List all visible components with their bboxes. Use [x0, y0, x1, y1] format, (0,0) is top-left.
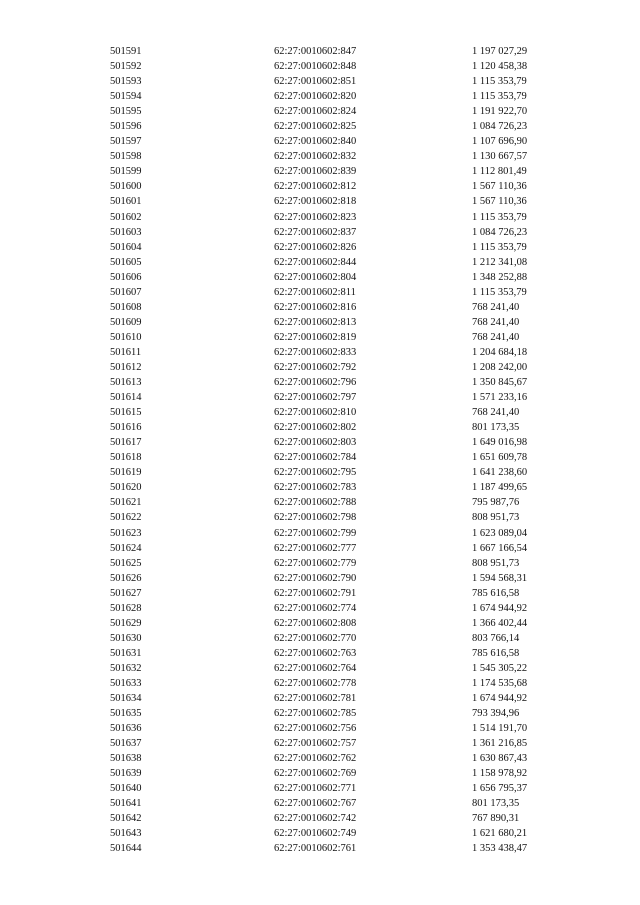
row-number: 501620 — [110, 482, 142, 494]
cadastral-value: 1 674 944,92 — [472, 602, 528, 614]
row-number: 501621 — [110, 497, 142, 509]
table-row — [110, 59, 550, 74]
row-number: 501613 — [110, 377, 142, 389]
cadastral-number: 62:27:0010602:808 — [274, 617, 357, 629]
cadastral-value: 785 616,58 — [472, 647, 520, 659]
table-row — [110, 134, 550, 149]
table-row — [110, 646, 550, 661]
row-number: 501607 — [110, 286, 142, 298]
table-row — [110, 315, 550, 330]
table-row — [110, 736, 550, 751]
row-number: 501592 — [110, 61, 142, 73]
cadastral-number: 62:27:0010602:792 — [274, 361, 357, 373]
cadastral-value: 768 241,40 — [472, 331, 520, 343]
row-number: 501618 — [110, 452, 142, 464]
row-number: 501591 — [110, 46, 142, 57]
table-row — [110, 435, 550, 450]
cadastral-number: 62:27:0010602:761 — [274, 843, 357, 855]
table-row — [110, 345, 550, 360]
row-number: 501599 — [110, 166, 142, 178]
table-row — [110, 826, 550, 841]
row-number: 501638 — [110, 753, 142, 765]
table-row — [110, 541, 550, 556]
cadastral-value: 1 641 238,60 — [472, 467, 528, 479]
row-number: 501605 — [110, 256, 142, 268]
row-number: 501626 — [110, 572, 142, 584]
row-number: 501603 — [110, 226, 142, 238]
row-number: 501594 — [110, 91, 142, 103]
row-number: 501628 — [110, 602, 142, 614]
row-number: 501619 — [110, 467, 142, 479]
cadastral-value: 803 766,14 — [472, 632, 520, 644]
cadastral-number: 62:27:0010602:851 — [274, 76, 357, 88]
table-row — [110, 601, 550, 616]
cadastral-value: 1 514 191,70 — [472, 723, 528, 735]
row-number: 501633 — [110, 677, 142, 689]
row-number: 501625 — [110, 557, 142, 569]
cadastral-value: 1 204 684,18 — [472, 346, 528, 358]
row-number: 501615 — [110, 407, 142, 419]
cadastral-number: 62:27:0010602:788 — [274, 497, 357, 509]
cadastral-number: 62:27:0010602:778 — [274, 677, 357, 689]
cadastral-number: 62:27:0010602:791 — [274, 587, 357, 599]
row-number: 501629 — [110, 617, 142, 629]
row-number: 501600 — [110, 181, 142, 193]
row-number: 501610 — [110, 331, 142, 343]
table-row — [110, 390, 550, 405]
cadastral-value: 1 623 089,04 — [472, 527, 528, 539]
cadastral-number: 62:27:0010602:799 — [274, 527, 357, 539]
table-row — [110, 270, 550, 285]
cadastral-number: 62:27:0010602:840 — [274, 136, 357, 148]
cadastral-number: 62:27:0010602:847 — [274, 46, 357, 57]
cadastral-value: 1 115 353,79 — [472, 286, 527, 298]
cadastral-value: 1 084 726,23 — [472, 226, 528, 238]
cadastral-value: 1 667 166,54 — [472, 542, 528, 554]
cadastral-number: 62:27:0010602:820 — [274, 91, 357, 103]
row-number: 501593 — [110, 76, 142, 88]
cadastral-value: 767 890,31 — [472, 813, 520, 825]
cadastral-number: 62:27:0010602:839 — [274, 166, 357, 178]
cadastral-value: 801 173,35 — [472, 798, 520, 810]
cadastral-value: 1 197 027,29 — [472, 46, 528, 57]
cadastral-value: 1 348 252,88 — [472, 271, 528, 283]
cadastral-value: 1 594 568,31 — [472, 572, 528, 584]
cadastral-value: 1 187 499,65 — [472, 482, 528, 494]
cadastral-number: 62:27:0010602:804 — [274, 271, 357, 283]
row-number: 501612 — [110, 361, 142, 373]
row-number: 501617 — [110, 437, 142, 449]
table-row — [110, 510, 550, 525]
cadastral-number: 62:27:0010602:777 — [274, 542, 357, 554]
cadastral-value: 1 208 242,00 — [472, 361, 528, 373]
table-row — [110, 480, 550, 495]
cadastral-value: 808 951,73 — [472, 557, 520, 569]
cadastral-number: 62:27:0010602:763 — [274, 647, 357, 659]
table-row — [110, 375, 550, 390]
cadastral-value: 1 350 845,67 — [472, 377, 528, 389]
table-row — [110, 149, 550, 164]
cadastral-value: 768 241,40 — [472, 316, 520, 328]
cadastral-value: 1 630 867,43 — [472, 753, 528, 765]
row-number: 501632 — [110, 662, 142, 674]
row-number: 501614 — [110, 392, 142, 404]
table-row — [110, 495, 550, 510]
row-number: 501639 — [110, 768, 142, 780]
cadastral-value: 1 674 944,92 — [472, 693, 528, 705]
table-row — [110, 691, 550, 706]
cadastral-number: 62:27:0010602:798 — [274, 512, 357, 524]
cadastral-number: 62:27:0010602:819 — [274, 331, 357, 343]
cadastral-value: 1 115 353,79 — [472, 241, 527, 253]
table-row — [110, 766, 550, 781]
table-row — [110, 661, 550, 676]
table-row — [110, 255, 550, 270]
cadastral-value: 785 616,58 — [472, 587, 520, 599]
row-number: 501598 — [110, 151, 142, 163]
table-row — [110, 721, 550, 736]
cadastral-number: 62:27:0010602:781 — [274, 693, 357, 705]
row-number: 501630 — [110, 632, 142, 644]
cadastral-number: 62:27:0010602:785 — [274, 708, 357, 720]
cadastral-value: 1 115 353,79 — [472, 76, 527, 88]
row-number: 501642 — [110, 813, 142, 825]
row-number: 501634 — [110, 693, 142, 705]
table-row — [110, 300, 550, 315]
row-number: 501597 — [110, 136, 142, 148]
table-row — [110, 330, 550, 345]
table-row — [110, 781, 550, 796]
row-number: 501644 — [110, 843, 142, 855]
cadastral-value: 1 130 667,57 — [472, 151, 528, 163]
table-row — [110, 811, 550, 826]
cadastral-number: 62:27:0010602:779 — [274, 557, 357, 569]
row-number: 501622 — [110, 512, 142, 524]
cadastral-value: 1 115 353,79 — [472, 211, 527, 223]
table-row — [110, 420, 550, 435]
cadastral-number: 62:27:0010602:770 — [274, 632, 357, 644]
row-number: 501636 — [110, 723, 142, 735]
cadastral-number: 62:27:0010602:784 — [274, 452, 357, 464]
row-number: 501637 — [110, 738, 142, 750]
cadastral-number: 62:27:0010602:764 — [274, 662, 357, 674]
table-row — [110, 465, 550, 480]
table-row — [110, 44, 550, 59]
cadastral-value: 768 241,40 — [472, 301, 520, 313]
cadastral-number: 62:27:0010602:769 — [274, 768, 357, 780]
row-number: 501631 — [110, 647, 142, 659]
table-row — [110, 751, 550, 766]
cadastral-number: 62:27:0010602:795 — [274, 467, 357, 479]
row-number: 501640 — [110, 783, 142, 795]
cadastral-value: 808 951,73 — [472, 512, 520, 524]
cadastral-number: 62:27:0010602:844 — [274, 256, 357, 268]
cadastral-number: 62:27:0010602:742 — [274, 813, 357, 825]
row-number: 501627 — [110, 587, 142, 599]
cadastral-value: 1 571 233,16 — [472, 392, 528, 404]
row-number: 501604 — [110, 241, 142, 253]
table-row — [110, 164, 550, 179]
table-row — [110, 210, 550, 225]
table-row — [110, 405, 550, 420]
cadastral-number: 62:27:0010602:757 — [274, 738, 357, 750]
cadastral-number: 62:27:0010602:818 — [274, 196, 357, 208]
cadastral-number: 62:27:0010602:771 — [274, 783, 357, 795]
table-row — [110, 631, 550, 646]
cadastral-value: 1 621 680,21 — [472, 828, 528, 840]
cadastral-number: 62:27:0010602:810 — [274, 407, 357, 419]
cadastral-number: 62:27:0010602:802 — [274, 422, 357, 434]
cadastral-value: 1 191 922,70 — [472, 106, 528, 118]
cadastral-number: 62:27:0010602:767 — [274, 798, 357, 810]
cadastral-value: 1 649 016,98 — [472, 437, 528, 449]
table-row — [110, 676, 550, 691]
cadastral-value: 1 656 795,37 — [472, 783, 528, 795]
cadastral-value-table — [110, 44, 550, 857]
cadastral-value: 1 567 110,36 — [472, 181, 527, 193]
cadastral-number: 62:27:0010602:848 — [274, 61, 357, 73]
table-row — [110, 179, 550, 194]
table-row — [110, 104, 550, 119]
cadastral-number: 62:27:0010602:837 — [274, 226, 357, 238]
row-number: 501595 — [110, 106, 142, 118]
row-number: 501624 — [110, 542, 142, 554]
row-number: 501608 — [110, 301, 142, 313]
cadastral-number: 62:27:0010602:823 — [274, 211, 357, 223]
table-row — [110, 616, 550, 631]
row-number: 501602 — [110, 211, 142, 223]
cadastral-value: 1 567 110,36 — [472, 196, 527, 208]
cadastral-value: 1 120 458,38 — [472, 61, 528, 73]
table-row — [110, 526, 550, 541]
cadastral-number: 62:27:0010602:824 — [274, 106, 357, 118]
table-row — [110, 194, 550, 209]
row-number: 501606 — [110, 271, 142, 283]
cadastral-value: 795 987,76 — [472, 497, 520, 509]
cadastral-number: 62:27:0010602:832 — [274, 151, 357, 163]
cadastral-value: 1 084 726,23 — [472, 121, 528, 133]
cadastral-value: 1 353 438,47 — [472, 843, 528, 855]
table-row — [110, 450, 550, 465]
table-row — [110, 225, 550, 240]
table-row — [110, 74, 550, 89]
cadastral-number: 62:27:0010602:803 — [274, 437, 357, 449]
cadastral-value: 801 173,35 — [472, 422, 520, 434]
row-number: 501601 — [110, 196, 142, 208]
table-row — [110, 285, 550, 300]
cadastral-value: 793 394,96 — [472, 708, 520, 720]
cadastral-number: 62:27:0010602:811 — [274, 286, 356, 298]
cadastral-value: 1 107 696,90 — [472, 136, 528, 148]
table-row — [110, 586, 550, 601]
cadastral-number: 62:27:0010602:825 — [274, 121, 357, 133]
cadastral-value: 1 112 801,49 — [472, 166, 527, 178]
cadastral-number: 62:27:0010602:783 — [274, 482, 357, 494]
row-number: 501643 — [110, 828, 142, 840]
cadastral-value: 768 241,40 — [472, 407, 520, 419]
cadastral-value: 1 212 341,08 — [472, 256, 528, 268]
cadastral-number: 62:27:0010602:749 — [274, 828, 357, 840]
cadastral-number: 62:27:0010602:826 — [274, 241, 357, 253]
row-number: 501641 — [110, 798, 142, 810]
cadastral-value: 1 115 353,79 — [472, 91, 527, 103]
cadastral-value: 1 545 305,22 — [472, 662, 528, 674]
cadastral-number: 62:27:0010602:756 — [274, 723, 357, 735]
table-row — [110, 556, 550, 571]
cadastral-value: 1 651 609,78 — [472, 452, 528, 464]
row-number: 501623 — [110, 527, 142, 539]
table-row — [110, 796, 550, 811]
cadastral-number: 62:27:0010602:790 — [274, 572, 357, 584]
cadastral-number: 62:27:0010602:813 — [274, 316, 357, 328]
cadastral-number: 62:27:0010602:812 — [274, 181, 357, 193]
row-number: 501611 — [110, 346, 142, 358]
cadastral-value: 1 158 978,92 — [472, 768, 528, 780]
cadastral-number: 62:27:0010602:762 — [274, 753, 357, 765]
cadastral-value: 1 366 402,44 — [472, 617, 528, 629]
cadastral-number: 62:27:0010602:797 — [274, 392, 357, 404]
row-number: 501609 — [110, 316, 142, 328]
cadastral-number: 62:27:0010602:774 — [274, 602, 357, 614]
row-number: 501635 — [110, 708, 142, 720]
table-row — [110, 240, 550, 255]
table-row — [110, 841, 550, 856]
cadastral-value: 1 174 535,68 — [472, 677, 528, 689]
cadastral-value: 1 361 216,85 — [472, 738, 528, 750]
table-row — [110, 89, 550, 104]
cadastral-number: 62:27:0010602:796 — [274, 377, 357, 389]
table-row — [110, 360, 550, 375]
cadastral-number: 62:27:0010602:816 — [274, 301, 357, 313]
table-row — [110, 706, 550, 721]
table-row — [110, 571, 550, 586]
cadastral-number: 62:27:0010602:833 — [274, 346, 357, 358]
table-row — [110, 119, 550, 134]
row-number: 501596 — [110, 121, 142, 133]
row-number: 501616 — [110, 422, 142, 434]
